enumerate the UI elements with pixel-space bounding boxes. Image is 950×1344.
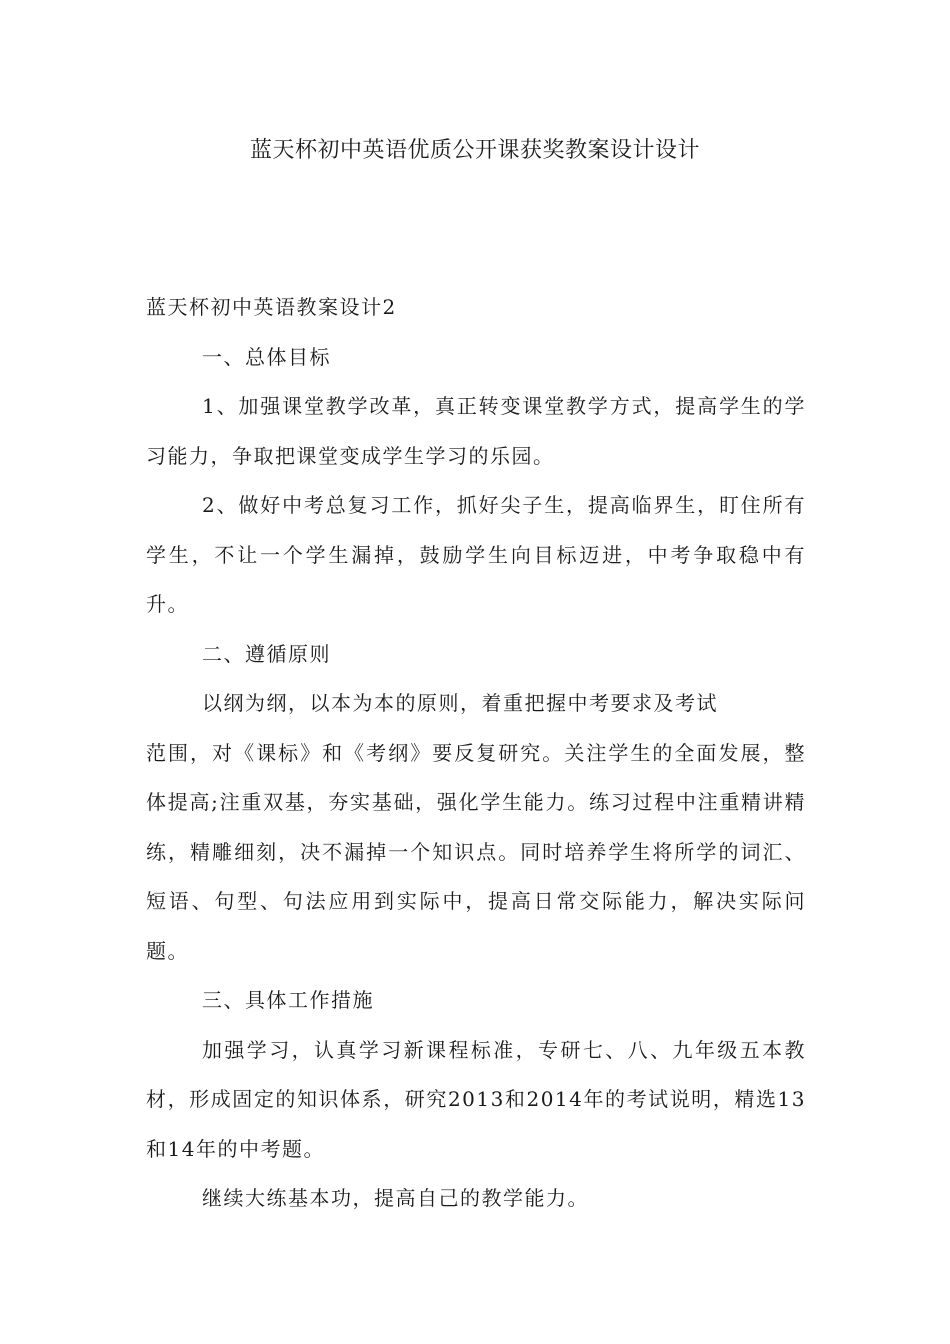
paragraph-measures-2: 继续大练基本功，提高自己的教学能力。 bbox=[202, 1186, 589, 1210]
section-heading-principles: 二、遵循原则 bbox=[202, 641, 331, 666]
document-subtitle: 蓝天杯初中英语教案设计2 bbox=[146, 295, 397, 319]
paragraph-goal-1: 1、加强课堂教学改革，真正转变课堂教学方式，提高学生的学习能力，争取把课堂变成学生学习的乐园。 bbox=[146, 394, 806, 468]
section-heading-measures: 三、具体工作措施 bbox=[202, 988, 374, 1012]
document-title: 蓝天杯初中英语优质公开课获奖教案设计设计 bbox=[249, 138, 700, 163]
paragraph-principles-body: 范围，对《课标》和《考纲》要反复研究。关注学生的全面发展，整体提高;注重双基，夯实基础，强化学生能力。练习过程中注重精讲精练，精雕细刻，决不漏掉一个知识点。同时培养学生将所学的词汇、短语、句型、句法应用到实际中，提高日常交际能力，解决实际问题。 bbox=[146, 740, 806, 963]
paragraph-measures-1: 加强学习，认真学习新课程标准，专研七、八、九年级五本教材，形成固定的知识体系，研究2013和2014年的考试说明，精选13和14年的中考题。 bbox=[146, 1037, 806, 1161]
paragraph-principles-lead: 以纲为纲，以本为本的原则，着重把握中考要求及考试 bbox=[202, 691, 718, 715]
section-heading-overall-goals: 一、总体目标 bbox=[202, 344, 331, 369]
paragraph-goal-2: 2、做好中考总复习工作，抓好尖子生，提高临界生，盯住所有学生，不让一个学生漏掉，鼓励学生向目标迈进，中考争取稳中有升。 bbox=[146, 493, 806, 616]
document-body bbox=[146, 283, 806, 1224]
